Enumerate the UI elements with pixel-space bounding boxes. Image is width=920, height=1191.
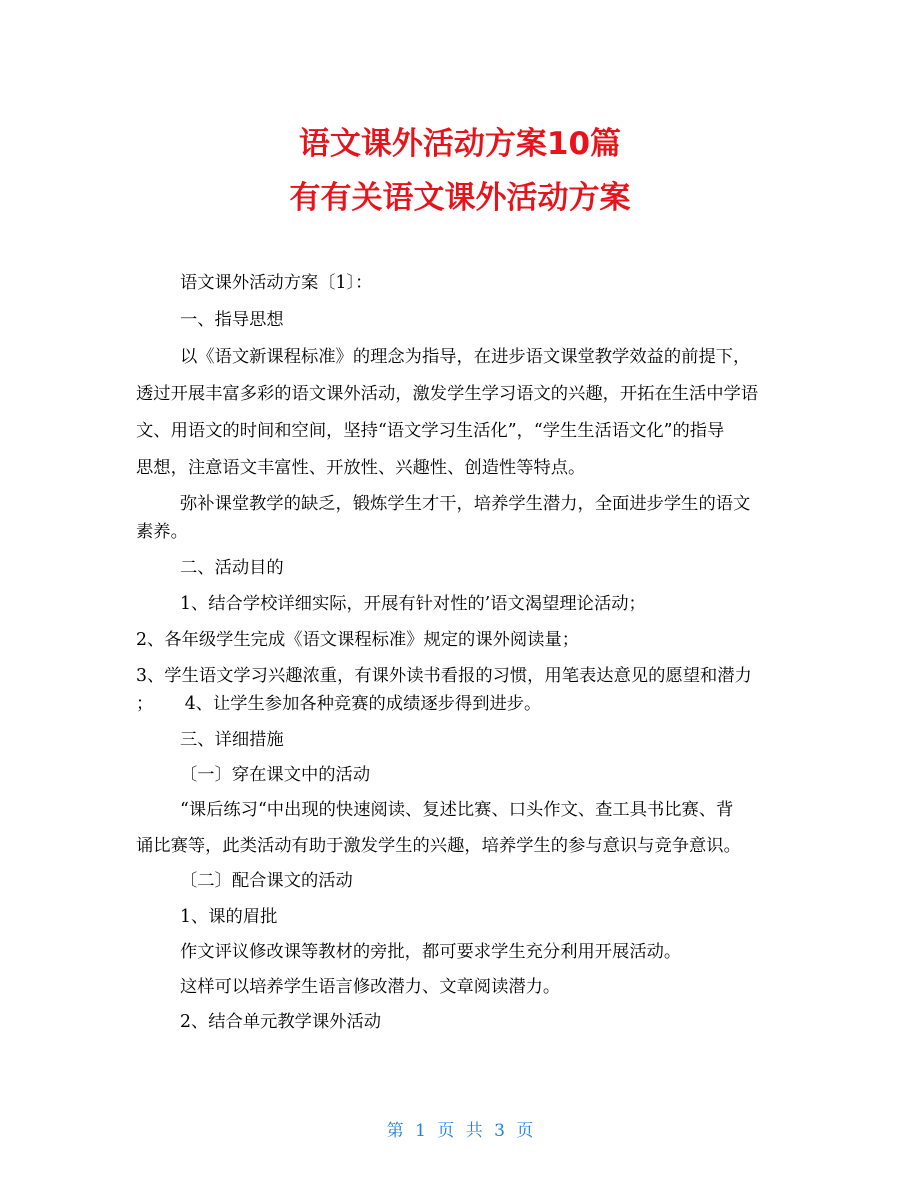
paragraph-line: 素养。	[136, 522, 188, 542]
paragraph-line: 诵比赛等，此类活动有助于激发学生的兴趣，培养学生的参与意识与竞争意识。	[136, 836, 741, 856]
paragraph-line: 这样可以培养学生语言修改潜力、文章阅读潜力。	[180, 977, 561, 997]
paragraph-line: 弥补课堂教学的缺乏，锻炼学生才干，培养学生潜力，全面进步学生的语文	[180, 494, 751, 514]
paragraph-line: 透过开展丰富多彩的语文课外活动，激发学生学习语文的兴趣，开拓在生活中学语	[136, 384, 759, 404]
title-line-2: 有有关语文课外活动方案	[289, 180, 631, 216]
paragraph-line: 作文评议修改课等教材的旁批，都可要求学生充分利用开展活动。	[180, 942, 682, 962]
section-heading: 语文课外活动方案〔1〕：	[180, 273, 373, 293]
page-number-footer: 第 1 页 共 3 页	[386, 1121, 534, 1141]
paragraph-line: “课后练习“中出现的快速阅读、复述比赛、口头作文、查工具书比赛、背	[180, 800, 734, 820]
heading: 二、活动目的	[180, 558, 284, 578]
title-line-1: 语文课外活动方案10篇	[298, 126, 622, 162]
subheading: 〔一〕穿在课文中的活动	[180, 765, 371, 785]
paragraph-line: 以《语文新课程标准》的理念为指导，在进步语文课堂教学效益的前提下，	[180, 347, 751, 367]
paragraph-line: 1、课的眉批	[180, 907, 278, 927]
heading: 一、指导思想	[180, 310, 284, 330]
paragraph-line: 1、结合学校详细实际，开展有针对性的’语文渴望理论活动；	[180, 594, 646, 614]
subheading: 〔二〕配合课文的活动	[180, 871, 353, 891]
paragraph-line: 思想，注意语文丰富性、开放性、兴趣性、创造性等特点。	[136, 458, 586, 478]
paragraph-line: 2、各年级学生完成《语文课程标准》规定的课外阅读量；	[136, 630, 580, 650]
paragraph-line: 3、学生语文学习兴趣浓重，有课外读书看报的习惯，用笔表达意见的愿望和潜力	[136, 666, 752, 686]
paragraph-line: 文、用语文的时间和空间，坚持“语文学习生活化”，“学生生活语文化”的指导	[136, 421, 725, 441]
paragraph-line: 2、结合单元教学课外活动	[180, 1012, 382, 1032]
heading: 三、详细措施	[180, 730, 284, 750]
paragraph-line: ； 4、让学生参加各种竞赛的成绩逐步得到进步。	[136, 694, 542, 714]
